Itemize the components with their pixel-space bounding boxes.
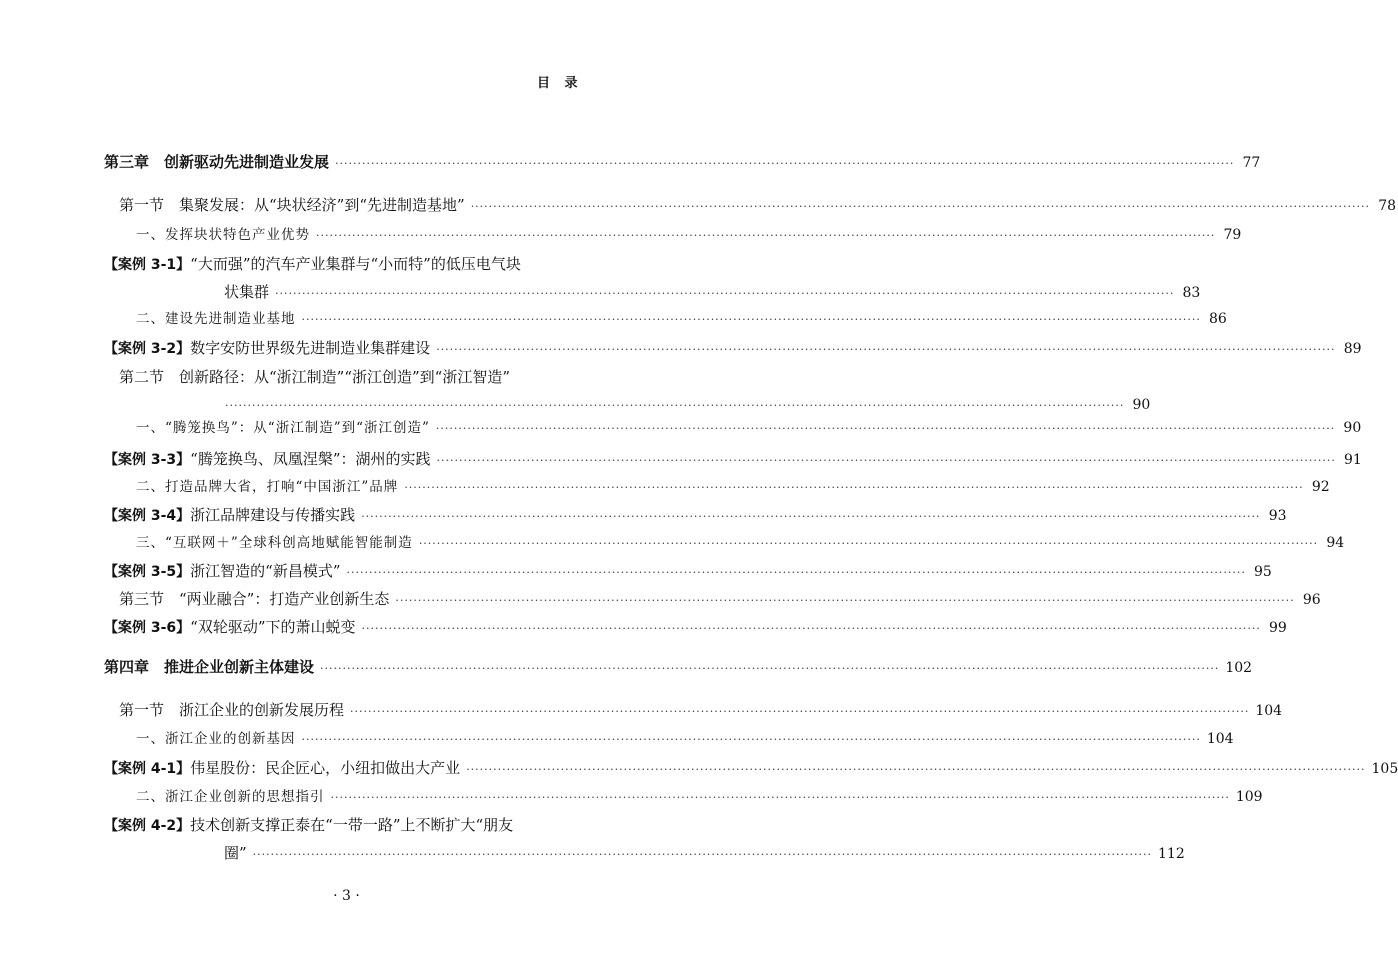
toc-entry-title: [104, 615, 356, 640]
dot-leader: ········································································································································································································: [330, 791, 1230, 804]
toc-line: [136, 785, 1263, 809]
toc-entry-title: [104, 252, 521, 277]
toc-line: [104, 655, 1253, 679]
toc-page-number: 90: [1132, 397, 1151, 413]
dot-leader: ········································································································································································································: [301, 313, 1201, 326]
toc-page-number: 78: [1378, 198, 1397, 214]
toc-line: [224, 841, 1185, 865]
dot-leader: ········································································································································································································: [275, 287, 1175, 300]
toc-line: [136, 727, 1234, 751]
toc-page-number: 96: [1302, 592, 1321, 608]
case-label: 【案例 3-3】: [104, 452, 191, 468]
toc-entry-title: 第四章 推进企业创新主体建设: [104, 658, 315, 676]
toc-entry-title: 一、发挥块状特色产业优势: [136, 227, 310, 243]
dot-leader: ········································································································································································································: [466, 763, 1366, 776]
dot-leader: ········································································································································································································: [346, 566, 1246, 579]
dot-leader: ········································································································································································································: [350, 705, 1250, 718]
toc-page-number: 112: [1158, 846, 1185, 862]
toc-entry-title: [104, 559, 341, 584]
toc-line: [104, 503, 1287, 527]
dot-leader: ········································································································································································································: [436, 454, 1336, 467]
toc-line: [136, 223, 1242, 247]
case-title: 伟星股份：民企匠心，小纽扣做出大产业: [190, 759, 461, 777]
dot-leader: ········································································································································································································: [361, 510, 1261, 523]
page-header: 目 录: [537, 76, 583, 91]
toc-line: [104, 252, 521, 276]
dot-leader: ········································································································································································································: [252, 848, 1152, 861]
case-label: 【案例 3-6】: [104, 620, 191, 636]
toc-entry-title: 圈”: [224, 844, 247, 862]
toc-page-number: 77: [1242, 155, 1261, 171]
toc-entry-title: [104, 503, 355, 528]
toc-page-number: 90: [1343, 420, 1362, 436]
case-label: 【案例 3-2】: [104, 341, 191, 357]
toc-page-number: 91: [1344, 452, 1362, 468]
case-label: 【案例 3-5】: [104, 564, 191, 580]
toc-page-number: 102: [1225, 660, 1253, 676]
toc-line: [104, 559, 1272, 583]
dot-leader: ········································································································································································································: [335, 157, 1235, 170]
toc-entry-title: 第三节 “两业融合”：打造产业创新生态: [119, 590, 390, 608]
toc-page-number: 92: [1311, 479, 1330, 495]
dot-leader: ········································································································································································································: [418, 537, 1319, 550]
toc-page-number: 83: [1182, 285, 1201, 301]
toc-entry-title: 第一节 浙江企业的创新发展历程: [119, 701, 345, 719]
toc-entry-title: 第一节 集聚发展：从“块状经济”到“先进制造基地”: [119, 196, 465, 214]
toc-entry-title: 第二节 创新路径：从“浙江制造”“浙江创造”到“浙江智造”: [119, 368, 511, 386]
case-label: 【案例 3-4】: [104, 508, 191, 524]
toc-line: [104, 813, 513, 837]
toc-entry-title: 第三章 创新驱动先进制造业发展: [104, 153, 330, 171]
toc-line: [104, 336, 1362, 360]
toc-line: [224, 280, 1201, 304]
toc-entry-title: 三、“互联网＋”全球科创高地赋能智能制造: [136, 535, 413, 551]
toc-page-number: 94: [1326, 535, 1345, 551]
toc-line: [136, 531, 1345, 555]
toc-line: [104, 447, 1362, 471]
case-title: 浙江智造的“新昌模式”: [190, 562, 341, 580]
page-number: · 3 ·: [333, 888, 360, 904]
toc-line: [119, 193, 1397, 217]
toc-page-number: 89: [1343, 341, 1362, 357]
toc-entry-title: [104, 813, 513, 838]
dot-leader: ········································································································································································································: [436, 343, 1336, 356]
toc-page-number: 105: [1371, 761, 1398, 777]
toc-entry-title: [104, 447, 431, 472]
toc-line: [119, 698, 1283, 722]
dot-leader: ········································································································································································································: [404, 481, 1304, 494]
case-label: 【案例 4-1】: [104, 761, 191, 777]
toc-page-number: 109: [1235, 789, 1263, 805]
toc-line: [136, 416, 1362, 440]
case-label: 【案例 3-1】: [104, 257, 191, 273]
dot-leader: ········································································································································································································: [361, 622, 1261, 635]
toc-page-number: 95: [1254, 564, 1272, 580]
toc-page-number: 99: [1269, 620, 1287, 636]
toc-entry-title: 二、打造品牌大省，打响“中国浙江”品牌: [136, 479, 399, 495]
toc-entry-title: 二、浙江企业创新的思想指引: [136, 789, 325, 805]
case-title: “大而强”的汽车产业集群与“小而特”的低压电气块: [190, 255, 521, 273]
toc-entry-title: [104, 756, 460, 781]
dot-leader: ········································································································································································································: [316, 229, 1216, 242]
toc-entry-title: 一、“腾笼换鸟”：从“浙江制造”到“浙江创造”: [136, 420, 430, 436]
dot-leader: ········································································································································································································: [225, 399, 1125, 412]
toc-line: [119, 587, 1321, 611]
toc-entry-title: 状集群: [224, 283, 270, 301]
toc-entry-title: [104, 336, 430, 361]
case-title: 数字安防世界级先进制造业集群建设: [190, 339, 431, 357]
dot-leader: ········································································································································································································: [435, 422, 1336, 435]
toc-entry-title: 二、建设先进制造业基地: [136, 311, 296, 327]
toc-page-number: 104: [1206, 731, 1234, 747]
dot-leader: ········································································································································································································: [470, 200, 1371, 213]
toc-line: [136, 307, 1227, 331]
toc-page-number: 86: [1209, 311, 1227, 327]
toc-line: [225, 393, 1151, 417]
dot-leader: ········································································································································································································: [301, 733, 1201, 746]
toc-line: [136, 475, 1330, 499]
case-title: 浙江品牌建设与传播实践: [190, 506, 356, 524]
case-label: 【案例 4-2】: [104, 818, 191, 834]
case-title: “双轮驱动”下的萧山蜕变: [190, 618, 356, 636]
toc-page-number: 93: [1268, 508, 1287, 524]
dot-leader: ········································································································································································································: [395, 594, 1295, 607]
toc-entry-title: 一、浙江企业的创新基因: [136, 731, 296, 747]
toc-line: [104, 150, 1261, 174]
toc-page-number: 79: [1223, 227, 1242, 243]
dot-leader: ········································································································································································································: [320, 662, 1220, 675]
case-title: 技术创新支撑正泰在“一带一路”上不断扩大“朋友: [190, 816, 514, 834]
toc-page-number: 104: [1255, 703, 1283, 719]
toc-line: [119, 365, 510, 389]
toc-line: [104, 615, 1287, 639]
case-title: “腾笼换鸟、凤凰涅槃”：湖州的实践: [190, 450, 431, 468]
toc-line: [104, 756, 1398, 780]
